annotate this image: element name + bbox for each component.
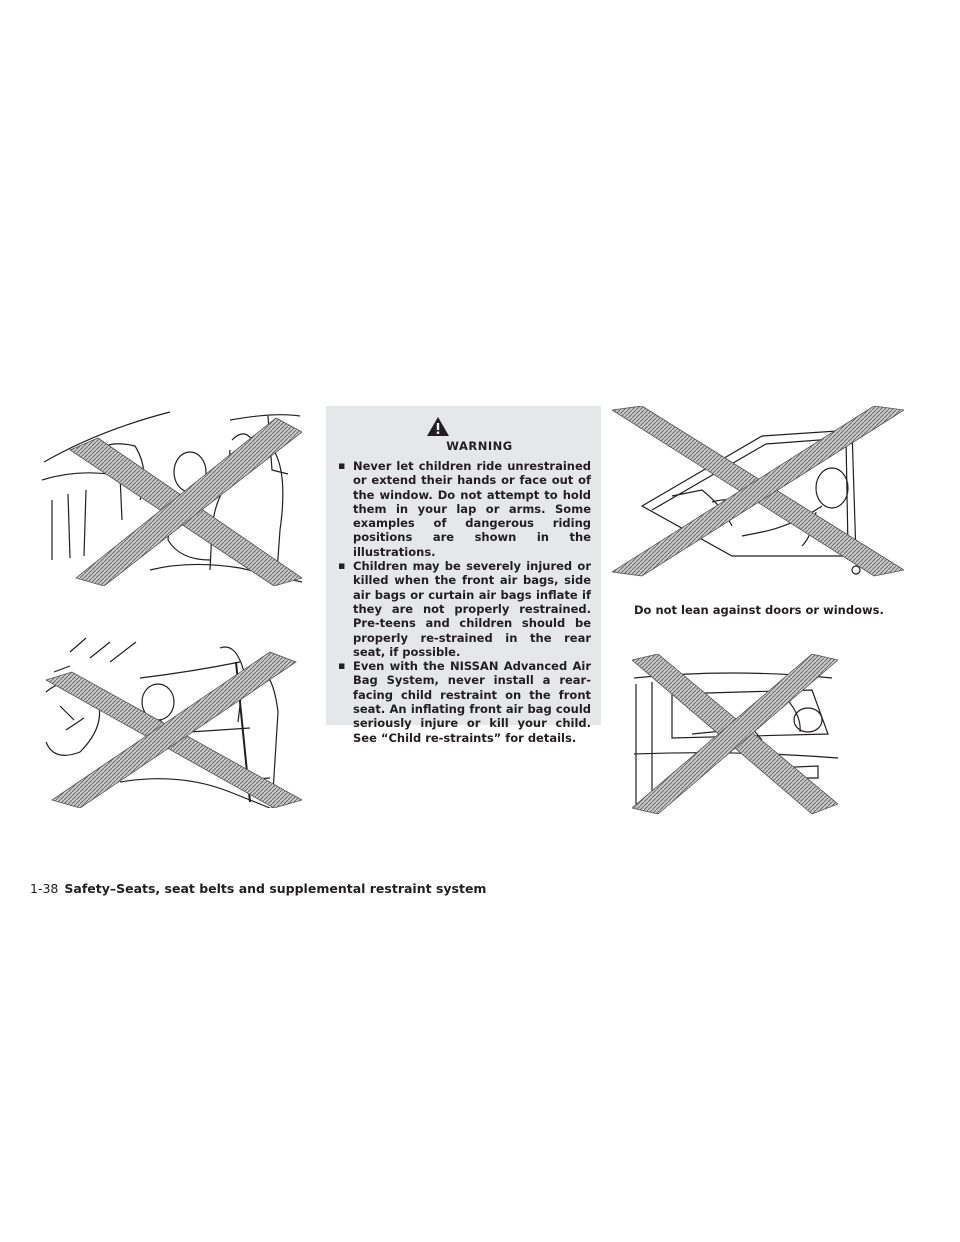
child-in-lap-drawing	[40, 410, 302, 586]
illustration-child-in-lap	[40, 410, 302, 586]
page-number: 1-38	[30, 881, 59, 896]
warning-item: ▪ Even with the NISSAN Advanced Air Bag System, never install a rear-facing child restraint on the front seat. An inflating front air bag could seriously injure or kill your child. See “Child re-straints” for details.	[336, 659, 591, 745]
warning-item: ▪ Never let children ride unrestrained or extend their hands or face out of the window. Do not attempt to hold them in your lap or arms. Some examples of dangerous riding positions are shown in the illustrations.	[336, 459, 591, 559]
warning-title: WARNING	[446, 439, 513, 453]
arm-out-window-drawing	[632, 654, 838, 814]
caption-lean-doors: Do not lean against doors or windows.	[634, 603, 884, 617]
warning-list	[336, 459, 591, 745]
illustration-rear-facing-airbag	[40, 632, 302, 808]
warning-header	[336, 416, 591, 437]
rear-facing-airbag-drawing	[40, 632, 302, 808]
illustration-leaning-on-door	[612, 406, 904, 580]
section-title: Safety–Seats, seat belts and supplemental restraint system	[64, 881, 487, 896]
leaning-on-door-drawing	[612, 406, 904, 580]
illustration-arm-out-window	[632, 654, 838, 814]
page-footer	[30, 881, 486, 896]
warning-item: ▪ Children may be severely injured or killed when the front air bags, side air bags or curtain air bags inflate if they are not properly restrained. Pre-teens and children should be properly re-strained in the rear seat, if possible.	[336, 559, 591, 659]
warning-triangle-icon	[426, 416, 450, 437]
warning-box	[326, 406, 601, 745]
